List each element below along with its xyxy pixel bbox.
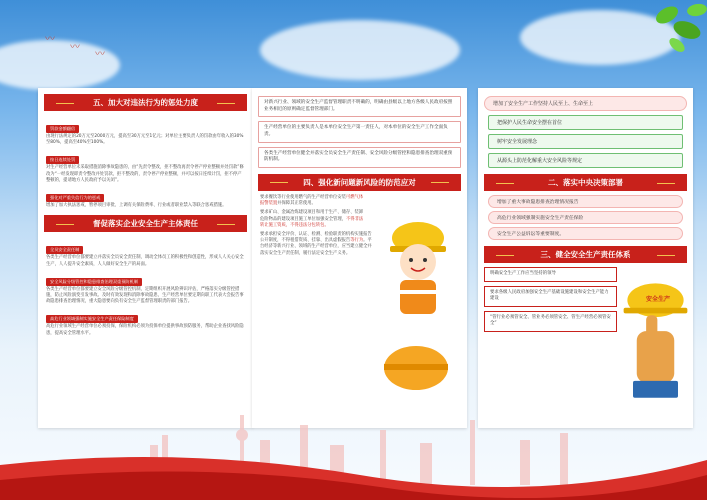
badge-all-staff: 全员安全责任制 [46, 246, 83, 254]
gas-text-a: 要求餐饮等行业使用燃气的生产经营单位安装 [260, 194, 346, 200]
city-skyline-wave-icon [0, 405, 707, 500]
eval-text-c: 。平台经济等新兴行业、领域的生产经营单位，应当建立健全并落实安全生产责任制， [260, 238, 372, 256]
frame-infrastructure: 要求各级人民政府加强安全生产基础设施建设和安全生产能力建设 [484, 286, 617, 307]
subject-duty-title: 督促落实企业安全生产主体责任 [44, 215, 247, 232]
list-item-protect-life: 把保护人民生命安全摆在首位 [488, 115, 683, 130]
box-first-responsible: 生产经营单位的主要负责人是本单位安全生产第一责任人，对本单位的安全生产工作全面负责。 [258, 121, 461, 142]
badge-insurance: 高危行业领域强制实施安全生产责任保险制度 [46, 315, 138, 323]
list-item-people-first: 增加了安全生产工作坚持人民至上、生命至上 [484, 96, 687, 111]
panel-left [38, 88, 253, 428]
eval-text-d: 履行法定安全生产义务。 [302, 250, 351, 256]
eval-text-a: 要求承担安全评价、认证、检测、检验职责的机构实施报告公开制度，不得租借资质、挂靠、出具虚假报告 [260, 232, 372, 244]
list-item-safety-concept: 树牢安全发展理念 [488, 134, 683, 149]
bird-icon: 〰 [70, 42, 80, 53]
box-full-staff: 各类生产经营单位健全并落实全员安全生产责任制、安全风险分级管控和隐患排查治理双重预防机制。 [258, 147, 461, 168]
gas-text-highlight: 可燃气体报警装置 [260, 194, 364, 207]
section-3-title: 三、健全安全生产责任体系 [484, 246, 687, 263]
section-2-title: 二、落实中央决策部署 [484, 174, 687, 191]
para-dual-prevention: 各类生产经营单位都要建立安全风险分级管控机制，定期组织开展风险辨识评估，严格落实分级管控措施，防止风险演变引发事故。及时有效发现和消除事故隐患，生产经营单位要定期向职工代表大会报告事故隐患排查治理情况，重大隐患要向负有安全生产监督管理职责的部门报告。 [46, 286, 244, 305]
mining-text-a: 要求矿山、金属冶炼建设项目和用于生产、储存、装卸危险物品的建设项目施工单位加强安全管理， [260, 210, 364, 222]
para-gas-alarm [252, 195, 375, 207]
badge-fine-double: 罚款金额翻倍 [46, 125, 79, 133]
cloud-mid [260, 20, 460, 80]
para-daily: 对生产经营单位未采取措施消除事故隐患的，由“先责令整改，拒不整改再责令停产停业整顿并处罚款”修改为“一经发现即责令整改并处罚款，拒不整改的，责令停产停业整顿，并可以按日连续计罚，拒不停产整顿的，提请地方人民政府予以关闭”。 [46, 165, 244, 183]
frame-three-musts: “管行业必须管安全、管业务必须管安全、管生产经营必须管安全” [484, 311, 617, 332]
red-item-hazard-report: 增加了重大事故隐患排查治理情况报告 [488, 195, 683, 208]
para-credit: 增加了加大执法惩戒、暂停项目审批、上调有关保险费率、行业或者职业禁入等联合惩戒措施。 [46, 203, 227, 209]
panel-right [478, 88, 693, 428]
para-all-staff: 各类生产经营单位都要建立并落实全员安全责任制，调动全体员工的积极性和创造性，形成人人关心安全生产，人人提升安全素质，人人做好安全生产的局面。 [46, 255, 244, 267]
badge-dual-prevention: 安全风险分级管控和隐患排查治理双重预防机制 [46, 278, 142, 286]
red-item-insurance: 高危行业领域强制实施安全生产责任保险 [488, 211, 683, 224]
bird-icon: 〰 [95, 49, 105, 60]
list-item-prevent-risk: 从源头上防范化解重大安全风险等规定 [488, 153, 683, 168]
section-5-title: 五、加大对违法行为的惩处力度 [44, 94, 247, 111]
badge-daily-penalty: 按日连续处罚 [46, 156, 79, 164]
bird-icon: 〰 [45, 34, 55, 45]
frame-leadership: 明确安全生产工作应当坚持的领导 [484, 267, 617, 282]
para-insurance: 高危行业领域生产经营单位必须投保，保险机构必须为投保单位提供事故预防服务，帮助企业查找风险隐患，提高安全管理水平。 [46, 324, 244, 336]
gas-text-c: 并保障其正常使用。 [277, 201, 316, 207]
red-item-public-litigation: 安全生产公益诉讼等重要制度。 [488, 227, 683, 240]
mining-text-highlight: 不得非法转让施工资质，不得违法分包转包。 [260, 216, 364, 228]
panel-middle [252, 88, 467, 428]
worker-illustration-icon [370, 218, 465, 393]
para-mining [252, 210, 375, 229]
para-fine: 由现行法规定的20万元至2000万元，提高至30万元至1亿元；对单位主要负责人的罚款由年收入的30%至80%，提高至40%至100%。 [46, 134, 244, 146]
leaves-icon [597, 0, 707, 60]
section-4-title: 四、强化新问题新风险的防范应对 [258, 174, 461, 191]
badge-credit: 强化对严重失信行为的惩戒 [46, 194, 104, 202]
helmet-label: 安全生产 [646, 296, 671, 303]
eval-text-highlight: 等行为 [350, 238, 364, 244]
box-new-industry: 对新兴行业、领域的安全生产监督管理职责不明确的，明确由县级以上地方各级人民政府按照业务相近的原则确定监督管理部门。 [258, 96, 461, 117]
